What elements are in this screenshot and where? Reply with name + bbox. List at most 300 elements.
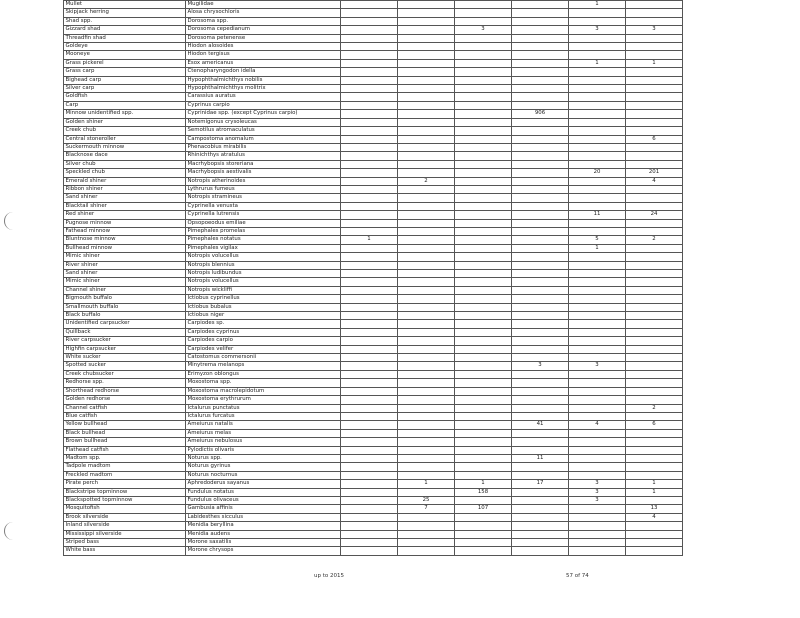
count-cell	[341, 26, 398, 34]
count-cell	[341, 362, 398, 370]
table-row	[64, 169, 683, 177]
count-cell	[341, 480, 398, 488]
count-cell	[398, 118, 455, 126]
count-cell	[398, 337, 455, 345]
count-cell	[455, 177, 512, 185]
table-row	[64, 547, 683, 555]
count-cell: 11	[512, 454, 569, 462]
count-cell	[455, 1, 512, 9]
table-row	[64, 177, 683, 185]
count-cell	[626, 303, 683, 311]
count-cell	[455, 59, 512, 67]
count-cell	[626, 547, 683, 555]
count-cell	[569, 127, 626, 135]
scientific-name-cell: Moxostoma spp.	[186, 379, 341, 387]
common-name-cell: Mississippi silverside	[64, 530, 186, 538]
count-cell	[341, 463, 398, 471]
table-row	[64, 110, 683, 118]
count-cell	[569, 471, 626, 479]
common-name-cell: Black bullhead	[64, 429, 186, 437]
count-cell	[512, 270, 569, 278]
common-name-cell: Brook silverside	[64, 513, 186, 521]
count-cell	[398, 261, 455, 269]
scientific-name-cell: Dorosoma petenense	[186, 34, 341, 42]
table-row	[64, 370, 683, 378]
count-cell	[512, 337, 569, 345]
count-cell: 17	[512, 480, 569, 488]
count-cell: 25	[398, 496, 455, 504]
count-cell	[512, 522, 569, 530]
count-cell	[341, 454, 398, 462]
count-cell	[626, 118, 683, 126]
common-name-cell: Minnow unidentified spp.	[64, 110, 186, 118]
count-cell	[512, 68, 569, 76]
count-cell	[455, 160, 512, 168]
table-row	[64, 26, 683, 34]
common-name-cell: Suckermouth minnow	[64, 143, 186, 151]
count-cell	[512, 127, 569, 135]
scientific-name-cell: Carpiodes cyprinus	[186, 328, 341, 336]
count-cell	[341, 379, 398, 387]
count-cell	[398, 219, 455, 227]
scientific-name-cell: Carpiodes carpio	[186, 337, 341, 345]
scientific-name-cell: Notropis atherinoides	[186, 177, 341, 185]
table-row	[64, 471, 683, 479]
count-cell	[569, 135, 626, 143]
common-name-cell: Tadpole madtom	[64, 463, 186, 471]
scientific-name-cell: Notropis stramineus	[186, 194, 341, 202]
count-cell	[569, 51, 626, 59]
count-cell	[512, 278, 569, 286]
count-cell	[512, 463, 569, 471]
count-cell	[455, 135, 512, 143]
common-name-cell: Goldfish	[64, 93, 186, 101]
count-cell	[398, 51, 455, 59]
count-cell	[455, 236, 512, 244]
common-name-cell: Central stoneroller	[64, 135, 186, 143]
count-cell	[455, 446, 512, 454]
count-cell	[626, 446, 683, 454]
count-cell	[512, 530, 569, 538]
table-row	[64, 1, 683, 9]
table-row	[64, 303, 683, 311]
scientific-name-cell: Phenacobius mirabilis	[186, 143, 341, 151]
scientific-name-cell: Cyprinella venusta	[186, 202, 341, 210]
count-cell	[569, 34, 626, 42]
scientific-name-cell: Catostomus commersonii	[186, 354, 341, 362]
count-cell	[626, 438, 683, 446]
count-cell	[569, 261, 626, 269]
count-cell	[455, 404, 512, 412]
count-cell	[455, 211, 512, 219]
count-cell	[626, 51, 683, 59]
count-cell	[512, 211, 569, 219]
scientific-name-cell: Noturus gyrinus	[186, 463, 341, 471]
count-cell	[398, 404, 455, 412]
count-cell: 1	[626, 488, 683, 496]
count-cell	[626, 202, 683, 210]
count-cell	[626, 496, 683, 504]
scientific-name-cell: Hiodon alosoides	[186, 43, 341, 51]
count-cell	[512, 396, 569, 404]
common-name-cell: Skipjack herring	[64, 9, 186, 17]
count-cell	[341, 253, 398, 261]
count-cell	[398, 354, 455, 362]
scientific-name-cell: Ictalurus furcatus	[186, 412, 341, 420]
scientific-name-cell: Ictiobus bubalus	[186, 303, 341, 311]
count-cell	[341, 227, 398, 235]
count-cell	[398, 127, 455, 135]
count-cell	[398, 194, 455, 202]
count-cell	[512, 1, 569, 9]
count-cell	[512, 471, 569, 479]
count-cell	[455, 396, 512, 404]
scientific-name-cell: Gambusia affinis	[186, 505, 341, 513]
count-cell	[341, 43, 398, 51]
count-cell	[341, 17, 398, 25]
count-cell	[626, 530, 683, 538]
common-name-cell: Spotted sucker	[64, 362, 186, 370]
count-cell: 13	[626, 505, 683, 513]
count-cell	[455, 312, 512, 320]
count-cell	[398, 270, 455, 278]
count-cell	[341, 345, 398, 353]
table-row	[64, 496, 683, 504]
count-cell	[455, 539, 512, 547]
count-cell	[398, 169, 455, 177]
table-row	[64, 530, 683, 538]
count-cell	[341, 244, 398, 252]
table-row	[64, 194, 683, 202]
count-cell	[455, 76, 512, 84]
common-name-cell: White bass	[64, 547, 186, 555]
count-cell	[341, 177, 398, 185]
count-cell	[398, 93, 455, 101]
count-cell: 1	[569, 59, 626, 67]
count-cell	[398, 463, 455, 471]
count-cell	[398, 76, 455, 84]
count-cell	[455, 496, 512, 504]
count-cell	[626, 471, 683, 479]
common-name-cell: Mimic shiner	[64, 278, 186, 286]
table-row	[64, 118, 683, 126]
count-cell	[626, 295, 683, 303]
count-cell	[341, 76, 398, 84]
count-cell	[512, 85, 569, 93]
table-row	[64, 522, 683, 530]
scientific-name-cell: Mugilidae	[186, 1, 341, 9]
count-cell	[512, 177, 569, 185]
count-cell	[512, 370, 569, 378]
footer-date: up to 2015	[314, 573, 344, 579]
page-number: 57 of 74	[566, 573, 589, 579]
count-cell	[455, 143, 512, 151]
common-name-cell: Fathead minnow	[64, 227, 186, 235]
table-row	[64, 185, 683, 193]
count-cell	[512, 143, 569, 151]
table-row	[64, 253, 683, 261]
count-cell	[455, 9, 512, 17]
species-table-body	[64, 1, 683, 556]
count-cell	[512, 320, 569, 328]
count-cell	[341, 135, 398, 143]
count-cell: 5	[569, 236, 626, 244]
count-cell	[512, 9, 569, 17]
count-cell	[341, 539, 398, 547]
table-row	[64, 438, 683, 446]
count-cell	[455, 345, 512, 353]
count-cell	[398, 110, 455, 118]
common-name-cell: Golden redhorse	[64, 396, 186, 404]
table-row	[64, 345, 683, 353]
common-name-cell: Ribbon shiner	[64, 185, 186, 193]
count-cell: 24	[626, 211, 683, 219]
scientific-name-cell: Macrhybopsis aestivalis	[186, 169, 341, 177]
count-cell	[569, 202, 626, 210]
count-cell	[398, 286, 455, 294]
common-name-cell: Goldeye	[64, 43, 186, 51]
count-cell: 3	[626, 26, 683, 34]
count-cell	[512, 236, 569, 244]
count-cell	[569, 345, 626, 353]
table-row	[64, 135, 683, 143]
count-cell	[398, 547, 455, 555]
count-cell	[626, 85, 683, 93]
count-cell	[398, 362, 455, 370]
count-cell	[626, 110, 683, 118]
count-cell: 3	[569, 496, 626, 504]
count-cell	[626, 278, 683, 286]
count-cell	[569, 463, 626, 471]
count-cell	[398, 387, 455, 395]
count-cell	[626, 68, 683, 76]
table-row	[64, 9, 683, 17]
count-cell	[398, 211, 455, 219]
common-name-cell: Blacknose dace	[64, 152, 186, 160]
count-cell	[341, 370, 398, 378]
common-name-cell: Highfin carpsucker	[64, 345, 186, 353]
count-cell	[569, 110, 626, 118]
count-cell	[569, 429, 626, 437]
count-cell	[341, 185, 398, 193]
scientific-name-cell: Ameiurus nebulosus	[186, 438, 341, 446]
scientific-name-cell: Notropis ludibundus	[186, 270, 341, 278]
count-cell	[512, 26, 569, 34]
table-row	[64, 270, 683, 278]
common-name-cell: Unidentified carpsucker	[64, 320, 186, 328]
binder-hole-mark	[4, 522, 15, 540]
common-name-cell: Bighead carp	[64, 76, 186, 84]
table-row	[64, 505, 683, 513]
count-cell	[626, 387, 683, 395]
scientific-name-cell: Menidia beryllina	[186, 522, 341, 530]
count-cell	[341, 143, 398, 151]
common-name-cell: Mosquitofish	[64, 505, 186, 513]
table-row	[64, 328, 683, 336]
table-row	[64, 68, 683, 76]
count-cell	[341, 1, 398, 9]
count-cell	[455, 93, 512, 101]
table-row	[64, 513, 683, 521]
count-cell	[569, 404, 626, 412]
count-cell	[455, 185, 512, 193]
scientific-name-cell: Carpiodes velifer	[186, 345, 341, 353]
scientific-name-cell: Moxostoma erythrurum	[186, 396, 341, 404]
count-cell	[626, 539, 683, 547]
common-name-cell: Madtom spp.	[64, 454, 186, 462]
count-cell	[569, 547, 626, 555]
count-cell	[341, 496, 398, 504]
count-cell	[626, 93, 683, 101]
count-cell	[455, 34, 512, 42]
count-cell	[455, 354, 512, 362]
count-cell	[512, 17, 569, 25]
table-row	[64, 211, 683, 219]
count-cell	[569, 412, 626, 420]
scientific-name-cell: Cyprinella lutrensis	[186, 211, 341, 219]
count-cell	[626, 194, 683, 202]
count-cell	[398, 152, 455, 160]
count-cell	[626, 43, 683, 51]
table-row	[64, 446, 683, 454]
count-cell	[341, 278, 398, 286]
scientific-name-cell: Notropis volucellus	[186, 253, 341, 261]
scientific-name-cell: Noturus nocturnus	[186, 471, 341, 479]
count-cell: 201	[626, 169, 683, 177]
scientific-name-cell: Lythrurus fumeus	[186, 185, 341, 193]
table-row	[64, 93, 683, 101]
table-row	[64, 34, 683, 42]
table-row	[64, 429, 683, 437]
count-cell	[341, 59, 398, 67]
count-cell	[569, 295, 626, 303]
count-cell	[569, 227, 626, 235]
scientific-name-cell: Notropis blennius	[186, 261, 341, 269]
scientific-name-cell: Ameiurus natalis	[186, 421, 341, 429]
species-table	[63, 0, 683, 556]
count-cell	[569, 118, 626, 126]
count-cell	[455, 421, 512, 429]
common-name-cell: Emerald shiner	[64, 177, 186, 185]
count-cell	[398, 454, 455, 462]
table-row	[64, 51, 683, 59]
common-name-cell: Gizzard shad	[64, 26, 186, 34]
count-cell	[569, 152, 626, 160]
count-cell	[398, 9, 455, 17]
table-row	[64, 160, 683, 168]
scientific-name-cell: Rhinichthys atratulus	[186, 152, 341, 160]
common-name-cell: Channel shiner	[64, 286, 186, 294]
count-cell	[455, 219, 512, 227]
table-row	[64, 127, 683, 135]
count-cell	[398, 185, 455, 193]
table-row	[64, 539, 683, 547]
common-name-cell: Inland silverside	[64, 522, 186, 530]
common-name-cell: Sand shiner	[64, 270, 186, 278]
count-cell	[341, 202, 398, 210]
count-cell	[341, 513, 398, 521]
count-cell	[341, 286, 398, 294]
scientific-name-cell: Notropis volucellus	[186, 278, 341, 286]
common-name-cell: Silver carp	[64, 85, 186, 93]
count-cell	[569, 76, 626, 84]
count-cell	[341, 211, 398, 219]
common-name-cell: Bullhead minnow	[64, 244, 186, 252]
count-cell	[455, 127, 512, 135]
count-cell	[455, 429, 512, 437]
table-row	[64, 463, 683, 471]
count-cell	[398, 488, 455, 496]
scientific-name-cell: Ameiurus melas	[186, 429, 341, 437]
count-cell	[626, 101, 683, 109]
count-cell	[569, 303, 626, 311]
scientific-name-cell: Hiodon tergisus	[186, 51, 341, 59]
count-cell	[569, 328, 626, 336]
count-cell	[341, 101, 398, 109]
count-cell: 6	[626, 135, 683, 143]
count-cell	[398, 26, 455, 34]
common-name-cell: Pirate perch	[64, 480, 186, 488]
common-name-cell: Creek chubsucker	[64, 370, 186, 378]
count-cell	[569, 270, 626, 278]
count-cell	[455, 370, 512, 378]
count-cell: 107	[455, 505, 512, 513]
count-cell	[398, 396, 455, 404]
count-cell	[398, 379, 455, 387]
count-cell	[512, 404, 569, 412]
count-cell	[512, 387, 569, 395]
count-cell	[569, 379, 626, 387]
common-name-cell: Yellow bullhead	[64, 421, 186, 429]
scientific-name-cell: Moxostoma macrolepidotum	[186, 387, 341, 395]
count-cell	[398, 1, 455, 9]
count-cell	[398, 202, 455, 210]
table-row	[64, 454, 683, 462]
count-cell	[341, 337, 398, 345]
count-cell: 3	[512, 362, 569, 370]
count-cell	[398, 253, 455, 261]
count-cell	[398, 370, 455, 378]
count-cell	[626, 454, 683, 462]
count-cell	[626, 219, 683, 227]
count-cell	[569, 286, 626, 294]
count-cell	[626, 261, 683, 269]
count-cell	[455, 362, 512, 370]
count-cell	[341, 505, 398, 513]
count-cell	[626, 345, 683, 353]
scientific-name-cell: Ictiobus cyprinellus	[186, 295, 341, 303]
common-name-cell: Speckled chub	[64, 169, 186, 177]
count-cell	[569, 370, 626, 378]
common-name-cell: Creek chub	[64, 127, 186, 135]
table-row	[64, 76, 683, 84]
count-cell	[341, 547, 398, 555]
table-row	[64, 421, 683, 429]
scientific-name-cell: Labidesthes sicculus	[186, 513, 341, 521]
count-cell	[398, 43, 455, 51]
common-name-cell: River shiner	[64, 261, 186, 269]
count-cell	[626, 337, 683, 345]
count-cell	[455, 471, 512, 479]
common-name-cell: Sand shiner	[64, 194, 186, 202]
scientific-name-cell: Fundulus olivaceus	[186, 496, 341, 504]
table-row	[64, 236, 683, 244]
scientific-name-cell: Pimephales promelas	[186, 227, 341, 235]
count-cell	[398, 438, 455, 446]
count-cell	[341, 446, 398, 454]
count-cell	[569, 278, 626, 286]
count-cell	[512, 76, 569, 84]
